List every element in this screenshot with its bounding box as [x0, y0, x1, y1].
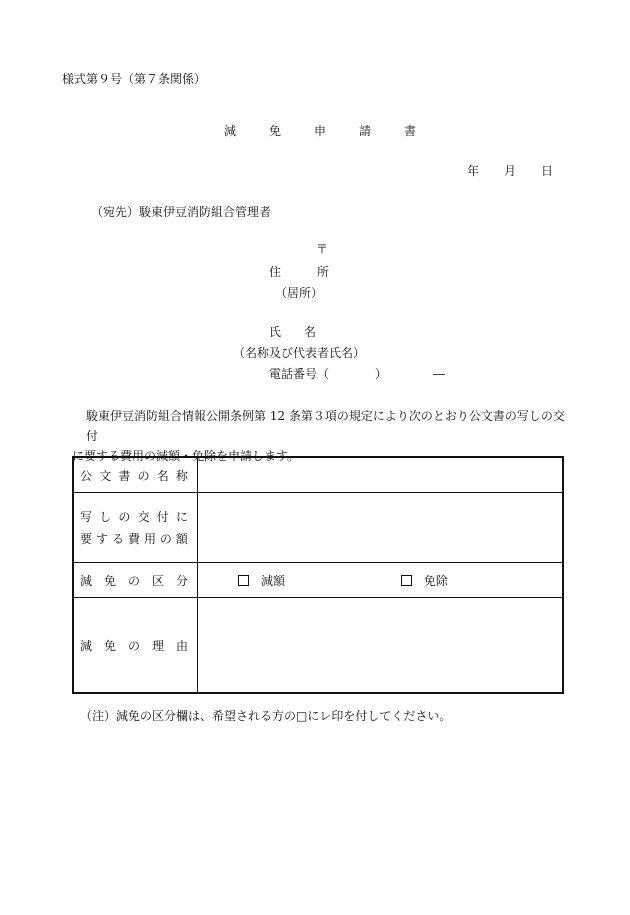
label-char: 交: [137, 510, 150, 524]
label-char: 文: [99, 468, 112, 483]
label-char: の: [118, 510, 131, 524]
representative-label: （名称及び代表者氏名）: [233, 346, 366, 360]
phone-paren-close: ）: [375, 367, 388, 381]
table-row: [73, 457, 563, 493]
document-name-label: [73, 457, 198, 493]
day-label: 日: [541, 164, 554, 178]
name-label-char: 氏: [269, 325, 282, 339]
label-char: 額: [175, 532, 188, 546]
document-title: [224, 125, 449, 137]
title-char: 減: [224, 124, 237, 138]
phone-line: [269, 368, 445, 380]
exemption-label: 免除: [423, 573, 448, 588]
copy-cost-label: [73, 493, 198, 563]
name-label: [269, 326, 316, 338]
label-char: る: [111, 532, 124, 546]
label-char: 分: [175, 573, 188, 588]
label-char: の: [159, 532, 172, 546]
label-char: 付: [156, 510, 169, 524]
label-char: 減: [80, 638, 93, 653]
addressee: （宛先）駿東伊豆消防組合管理者: [91, 205, 272, 219]
label-char: 名: [156, 468, 169, 483]
label-char: 写: [80, 510, 93, 524]
table-row: [73, 598, 563, 694]
date-line: [467, 165, 578, 177]
label-char: の: [137, 468, 150, 483]
address-label-char: 所: [316, 265, 329, 279]
reduction-option[interactable]: [238, 572, 285, 589]
statement-line-1: 駿東伊豆消防組合情報公開条例第 12 条第３項の規定により次のとおり公文書の写しの交付: [86, 409, 565, 443]
document-name-field[interactable]: [198, 457, 564, 493]
label-char: す: [95, 532, 108, 546]
label-char: 称: [175, 468, 188, 483]
title-char: 申: [314, 124, 327, 138]
reduction-label: 減額: [261, 573, 286, 588]
postal-mark: 〒: [316, 242, 329, 256]
table-row: [73, 493, 563, 563]
month-label: 月: [504, 164, 517, 178]
address-label-char: 住: [269, 265, 282, 279]
label-char: 書: [118, 468, 131, 483]
label-char: の: [127, 638, 140, 653]
label-char: 由: [175, 638, 188, 653]
label-char: の: [127, 573, 140, 588]
title-char: 請: [359, 124, 372, 138]
exemption-option[interactable]: [401, 572, 448, 589]
exemption-reason-label: [73, 598, 198, 694]
exemption-checkbox[interactable]: [401, 575, 412, 586]
label-char: 理: [151, 638, 164, 653]
name-label-char: 名: [303, 325, 316, 339]
footnote: （注）減免の区分欄は、希望される方の□にレ印を付してください。: [80, 709, 452, 723]
reduction-checkbox[interactable]: [238, 575, 249, 586]
form-number: 様式第９号（第７条関係）: [62, 72, 207, 86]
year-label: 年: [467, 164, 480, 178]
label-char: 区: [151, 573, 164, 588]
title-char: 書: [404, 124, 417, 138]
label-char: 費: [127, 532, 140, 546]
address-label: [269, 266, 329, 278]
application-table: [72, 456, 564, 694]
label-char: に: [175, 510, 188, 524]
label-char: し: [99, 510, 112, 524]
label-char: 要: [80, 532, 93, 546]
phone-label: 電話番号（: [269, 367, 330, 381]
statement-line-2: に要する費用の減額・免除を申請します。: [72, 449, 300, 463]
copy-cost-field[interactable]: [198, 493, 564, 563]
exemption-reason-field[interactable]: [198, 598, 564, 694]
table-row: [73, 563, 563, 598]
title-char: 免: [269, 124, 282, 138]
label-char: 免: [103, 638, 116, 653]
label-char: 公: [80, 468, 93, 483]
residence-label: （居所）: [275, 286, 324, 300]
phone-dash: ―: [433, 367, 446, 381]
exemption-type-label: [73, 563, 198, 598]
exemption-type-field: [198, 563, 564, 598]
label-char: 用: [143, 532, 156, 546]
label-char: 減: [80, 573, 93, 588]
label-char: 免: [103, 573, 116, 588]
